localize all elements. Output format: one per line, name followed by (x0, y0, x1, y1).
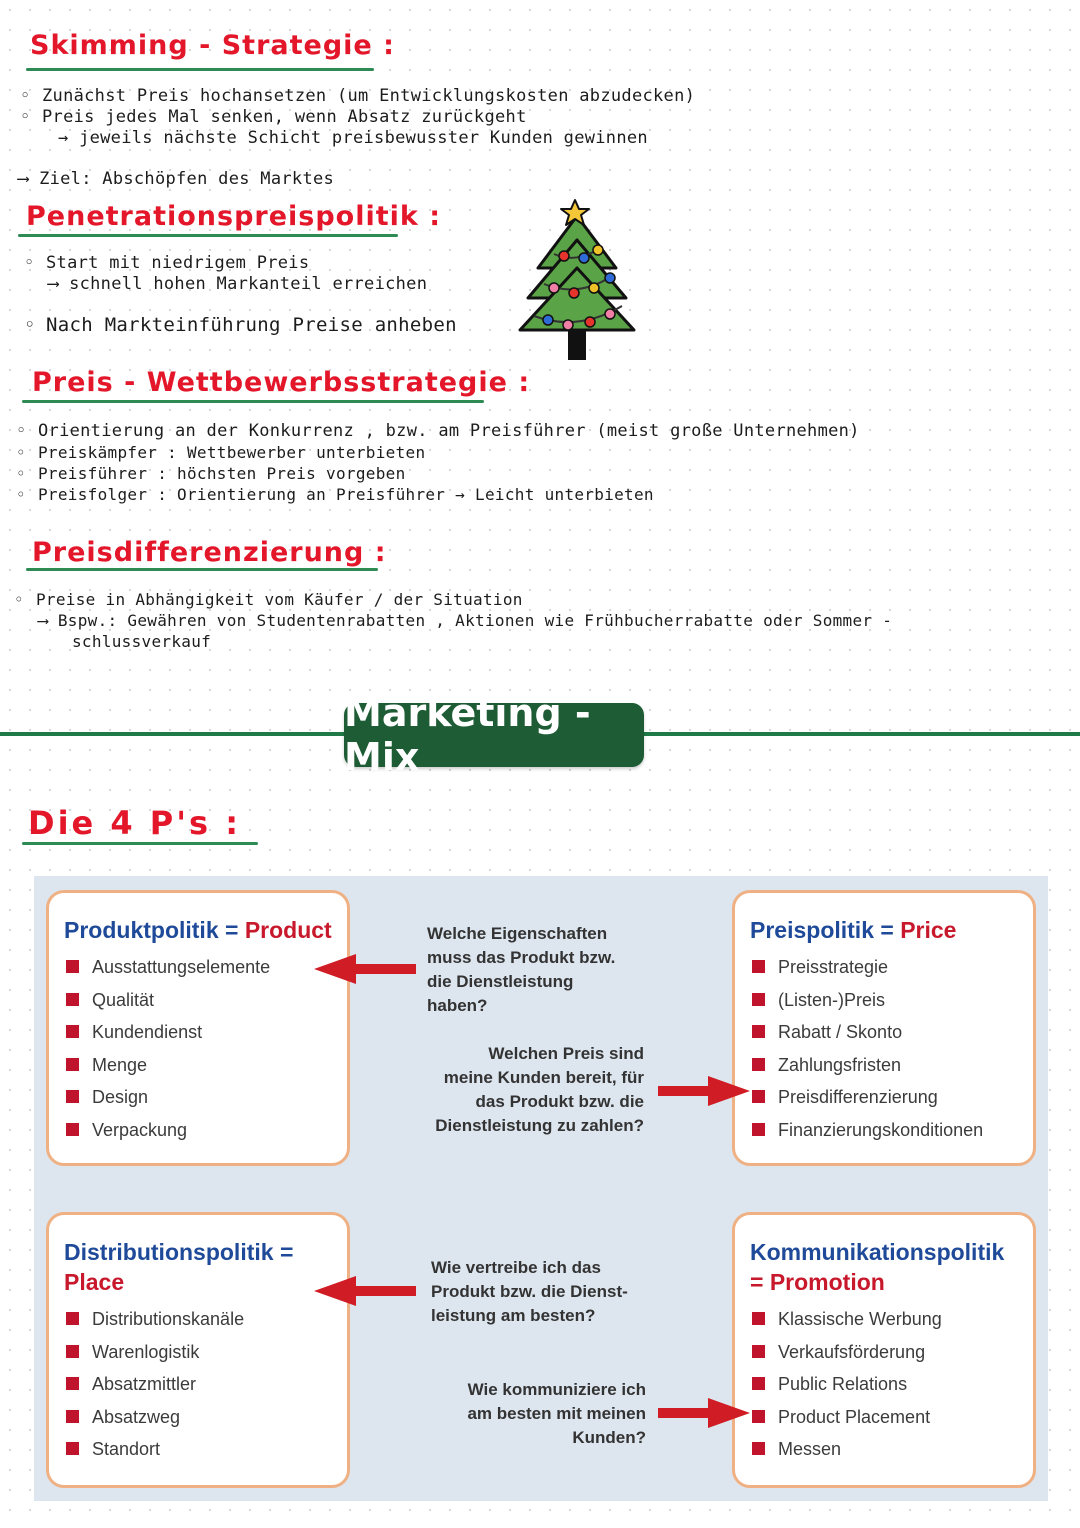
list-item: Standort (64, 1437, 244, 1470)
penetration-line-3: ◦ Nach Markteinführung Preise anheben (46, 314, 457, 336)
list-item: Absatzmittler (64, 1372, 244, 1405)
penetration-line-2: ⟶ schnell hohen Markanteil erreichen (48, 274, 428, 294)
differentiation-underline (26, 568, 378, 571)
skimming-heading: Skimming - Strategie : (30, 30, 395, 61)
arrow-left-icon (314, 952, 418, 986)
place-box (46, 1212, 350, 1488)
list-item: Zahlungsfristen (750, 1053, 983, 1086)
price-title: Preispolitik = Price (750, 917, 957, 943)
differentiation-line-3: schlussverkauf (72, 632, 212, 651)
skimming-goal: ⟶ Ziel: Abschöpfen des Marktes (18, 169, 335, 189)
competition-line-2: ◦ Preiskämpfer : Wettbewerber unterbieten (38, 443, 425, 462)
four-ps-heading: Die 4 P's : (28, 804, 242, 842)
banner-line-left (0, 732, 344, 736)
question-product: Welche Eigenschaften muss das Produkt bzw. die Dienstleistung haben? (427, 924, 616, 1015)
arrow-right-icon (658, 1074, 750, 1108)
list-item: Distributionskanäle (64, 1307, 244, 1340)
promotion-list (750, 1307, 942, 1470)
list-item: Warenlogistik (64, 1340, 244, 1373)
list-item: Preisstrategie (750, 955, 983, 988)
skimming-underline (26, 68, 374, 71)
question-promotion: Wie kommuniziere ich am besten mit meinen Kunden? (467, 1380, 646, 1447)
penetration-line-1: ◦ Start mit niedrigem Preis (46, 253, 309, 273)
product-box (46, 890, 350, 1166)
list-item: Messen (750, 1437, 942, 1470)
list-item: Verkaufsförderung (750, 1340, 942, 1373)
penetration-underline (18, 234, 398, 237)
skimming-line-2: ◦ Preis jedes Mal senken, wenn Absatz zurückgeht (42, 107, 527, 127)
list-item: Verpackung (64, 1118, 270, 1151)
list-item: Absatzweg (64, 1405, 244, 1438)
price-list (750, 955, 983, 1151)
differentiation-heading: Preisdifferenzierung : (32, 537, 387, 568)
list-item: Menge (64, 1053, 270, 1086)
list-item: Kundendienst (64, 1020, 270, 1053)
list-item: Public Relations (750, 1372, 942, 1405)
christmas-tree-icon (518, 198, 636, 364)
arrow-right-icon (658, 1396, 750, 1430)
question-place: Wie vertreibe ich das Produkt bzw. die Dienst- leistung am besten? (431, 1258, 628, 1325)
competition-underline (22, 400, 484, 403)
competition-line-1: ◦ Orientierung an der Konkurrenz , bzw. am Preisführer (meist große Unternehmen) (38, 421, 860, 441)
list-item: Design (64, 1085, 270, 1118)
price-box (732, 890, 1036, 1166)
promotion-title: Kommunikationspolitik = Promotion (750, 1239, 1005, 1295)
banner-line-right (644, 732, 1080, 736)
skimming-line-1: ◦ Zunächst Preis hochansetzen (um Entwicklungskosten abzudecken) (42, 86, 695, 106)
arrow-left-icon (314, 1274, 418, 1308)
differentiation-line-2: ⟶ Bspw.: Gewähren von Studentenrabatten , Aktionen wie Frühbucherrabatte oder Sommer - (38, 611, 893, 630)
product-list (64, 955, 270, 1151)
marketing-mix-diagram (34, 876, 1048, 1501)
list-item: Klassische Werbung (750, 1307, 942, 1340)
list-item: Product Placement (750, 1405, 942, 1438)
penetration-heading: Penetrationspreispolitik : (26, 201, 442, 232)
product-title: Produktpolitik = Product (64, 917, 332, 943)
skimming-line-3: → jeweils nächste Schicht preisbewusster Kunden gewinnen (58, 128, 648, 148)
competition-line-3: ◦ Preisführer : höchsten Preis vorgeben (38, 464, 406, 483)
list-item: Qualität (64, 988, 270, 1021)
marketing-mix-banner: Marketing - Mix (344, 703, 644, 767)
question-price: Welchen Preis sind meine Kunden bereit, für das Produkt bzw. die Dienstleistung zu zahlen? (435, 1044, 644, 1135)
place-list (64, 1307, 244, 1470)
competition-line-4: ◦ Preisfolger : Orientierung an Preisführer → Leicht unterbieten (38, 485, 654, 504)
place-title: Distributionspolitik = Place (64, 1239, 294, 1295)
list-item: (Listen-)Preis (750, 988, 983, 1021)
four-ps-underline (22, 842, 258, 845)
differentiation-line-1: ◦ Preise in Abhängigkeit vom Käufer / der Situation (36, 590, 523, 609)
list-item: Ausstattungselemente (64, 955, 270, 988)
promotion-box (732, 1212, 1036, 1488)
list-item: Rabatt / Skonto (750, 1020, 983, 1053)
list-item: Finanzierungskonditionen (750, 1118, 983, 1151)
list-item: Preisdifferenzierung (750, 1085, 983, 1118)
competition-heading: Preis - Wettbewerbsstrategie : (32, 367, 531, 398)
